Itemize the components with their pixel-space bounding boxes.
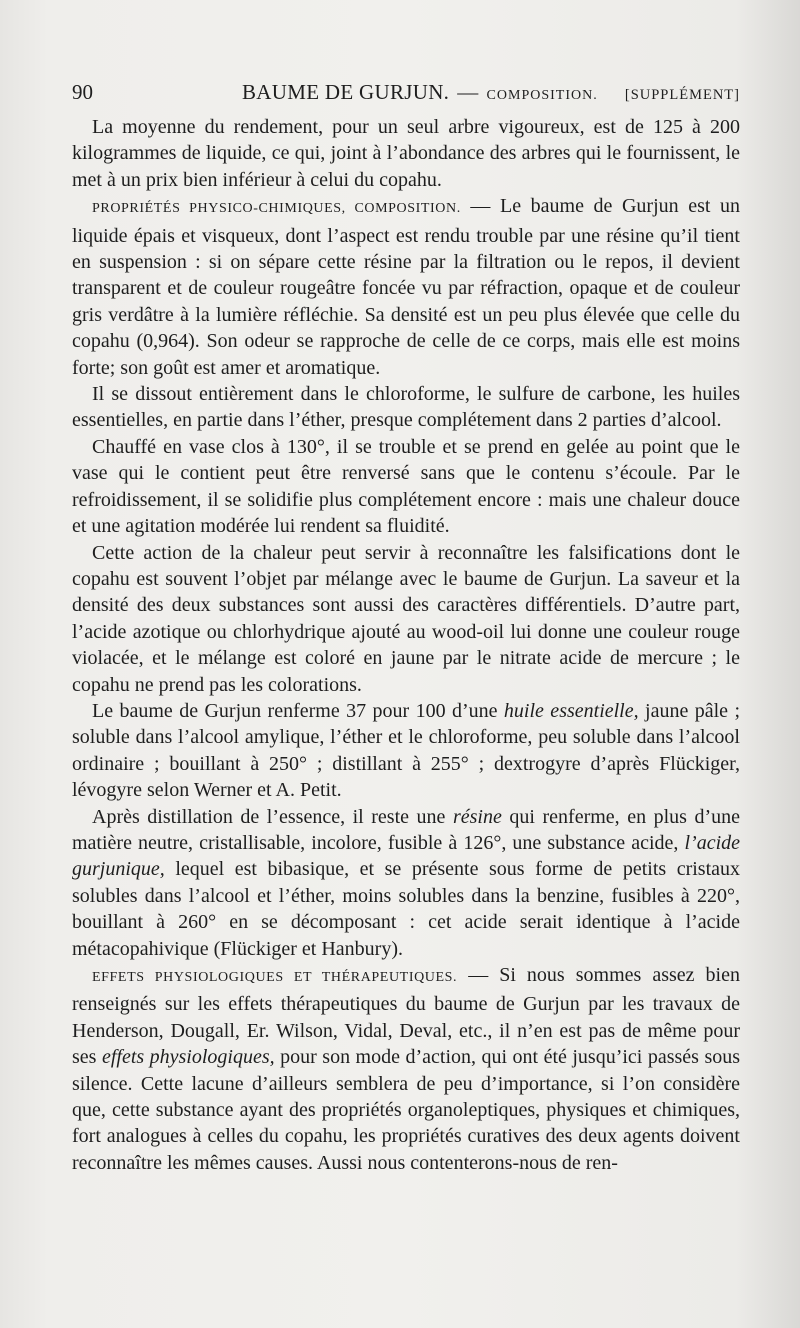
running-title-text: BAUME DE GURJUN. [242, 80, 450, 104]
paragraph-8-italic: effets physiologiques, [101, 1046, 275, 1069]
paragraph-8-a: — Si nous sommes assez bien renseignés sur les effets thérapeutiques du baume de Gurjun par les travaux de Henderson, Dougall, Er. Wilson, Vidal, Deval, etc., il n’en est pas de même pour ses [72, 964, 740, 1069]
paragraph-7-a: Après distillation de l’essence, il reste une [92, 805, 446, 828]
section-label: COMPOSITION. [486, 88, 598, 103]
paragraph-3: Il se dissout entièrement dans le chloroforme, le sulfure de carbone, les huiles essentielles, en partie dans l’éther, presque complétement dans 2 parties d’alcool. [72, 383, 740, 432]
section-heading-effects: EFFETS PHYSIOLOGIQUES ET THÉRAPEUTIQUES. [92, 970, 458, 985]
paragraph-8 [72, 962, 740, 1176]
paragraph-5: Cette action de la chaleur peut servir à reconnaître les falsifications dont le copahu est souvent l’objet par mélange avec le baume de Gurjun. La saveur et la densité des deux substances sont aussi des caractères différentiels. D’autre part, l’acide azotique ou chlorhydrique ajouté au wood-oil lui donne une couleur rouge violacée, et le mélange est coloré en jaune par le nitrate acide de mercure ; le copahu ne prend pas les colorations. [72, 541, 740, 696]
paragraph-7-italic-1: résine [452, 805, 502, 828]
running-title [242, 78, 598, 110]
paragraph-7-b: qui renferme, en plus d’une matière neutre, cristallisable, incolore, fusible à 126°, une substance acide, [72, 805, 741, 854]
paragraph-7-c: lequel est bibasique, et se présente sous forme de petits cristaux solubles dans l’alcool et l’éther, moins solubles dans la benzine, fusibles à 220°, bouillant à 260° en se décomposant : cet acide serait identique à l’acide métacopahivique (Flückiger et Hanbury). [72, 858, 741, 960]
supplement-text: [SUPPLÉMENT] [624, 87, 740, 103]
paragraph-1: La moyenne du rendement, pour un seul arbre vigoureux, est de 125 à 200 kilogrammes de liquide, ce qui, joint à l’abondance des arbres qui le fournissent, le met à un prix bien inférieur à celui du copahu. [72, 116, 740, 191]
supplement-label [625, 78, 740, 109]
paragraph-4: Chauffé en vase clos à 130°, il se trouble et se prend en gelée au point que le vase qui le contient peut être renversé sans que le contenu s’écoule. Par le refroidissement, il se solidifie plus complétement encore : mais une chaleur douce et une agitation modérée lui rendent sa fluidité. [72, 435, 740, 538]
section-heading-properties: PROPRIÉTÉS PHYSICO-CHIMIQUES, COMPOSITION. [92, 201, 461, 217]
header-dash: — [457, 80, 479, 104]
paragraph-7-italic-2: l’acide gurjunique, [72, 831, 741, 881]
page-number: 90 [72, 80, 93, 104]
paragraph-6-italic: huile essentielle, [503, 699, 639, 722]
paragraph-6-a: Le baume de Gurjun renferme 37 pour 100 d’une [92, 699, 498, 722]
paragraph-8-b: pour son mode d’action, qui ont été jusqu’ici passés sous silence. Cette lacune d’ailleurs semblera de peu d’importance, si l’on considère que, cette substance ayant des propriétés organoleptiques, physiques et chimiques, fort analogues à celles du copahu, les propriétés curatives des deux agents doivent reconnaître les mêmes causes. Aussi nous contenterons-nous de ren- [72, 1046, 741, 1174]
paragraph-6 [72, 698, 740, 804]
paragraph-6-b: jaune pâle ; soluble dans l’alcool amylique, l’éther et le chloroforme, peu soluble dans l’alcool ordinaire ; bouillant à 250° ; distillant à 255° ; dextrogyre d’après Flückiger, lévogyre selon Werner et A. Petit. [72, 699, 741, 802]
paragraph-2-text: — Le baume de Gurjun est un liquide épais et visqueux, dont l’aspect est rendu trouble par une résine qu’il tient en suspension : si on sépare cette résine par la filtration ou le repos, il devient transparent et de couleur rougeâtre foncée vu par réfraction, opaque et de couleur gris verdâtre à la lumière réfléchie. Sa densité est un peu plus élevée que celle du copahu (0,964). Son odeur se rapproche de celle de ce corps, mais elle est moins forte; son goût est amer et aromatique. [72, 195, 740, 379]
paragraph-7 [72, 804, 740, 962]
text-body [72, 114, 740, 1176]
paragraph-2 [72, 193, 740, 381]
running-header [72, 78, 740, 108]
